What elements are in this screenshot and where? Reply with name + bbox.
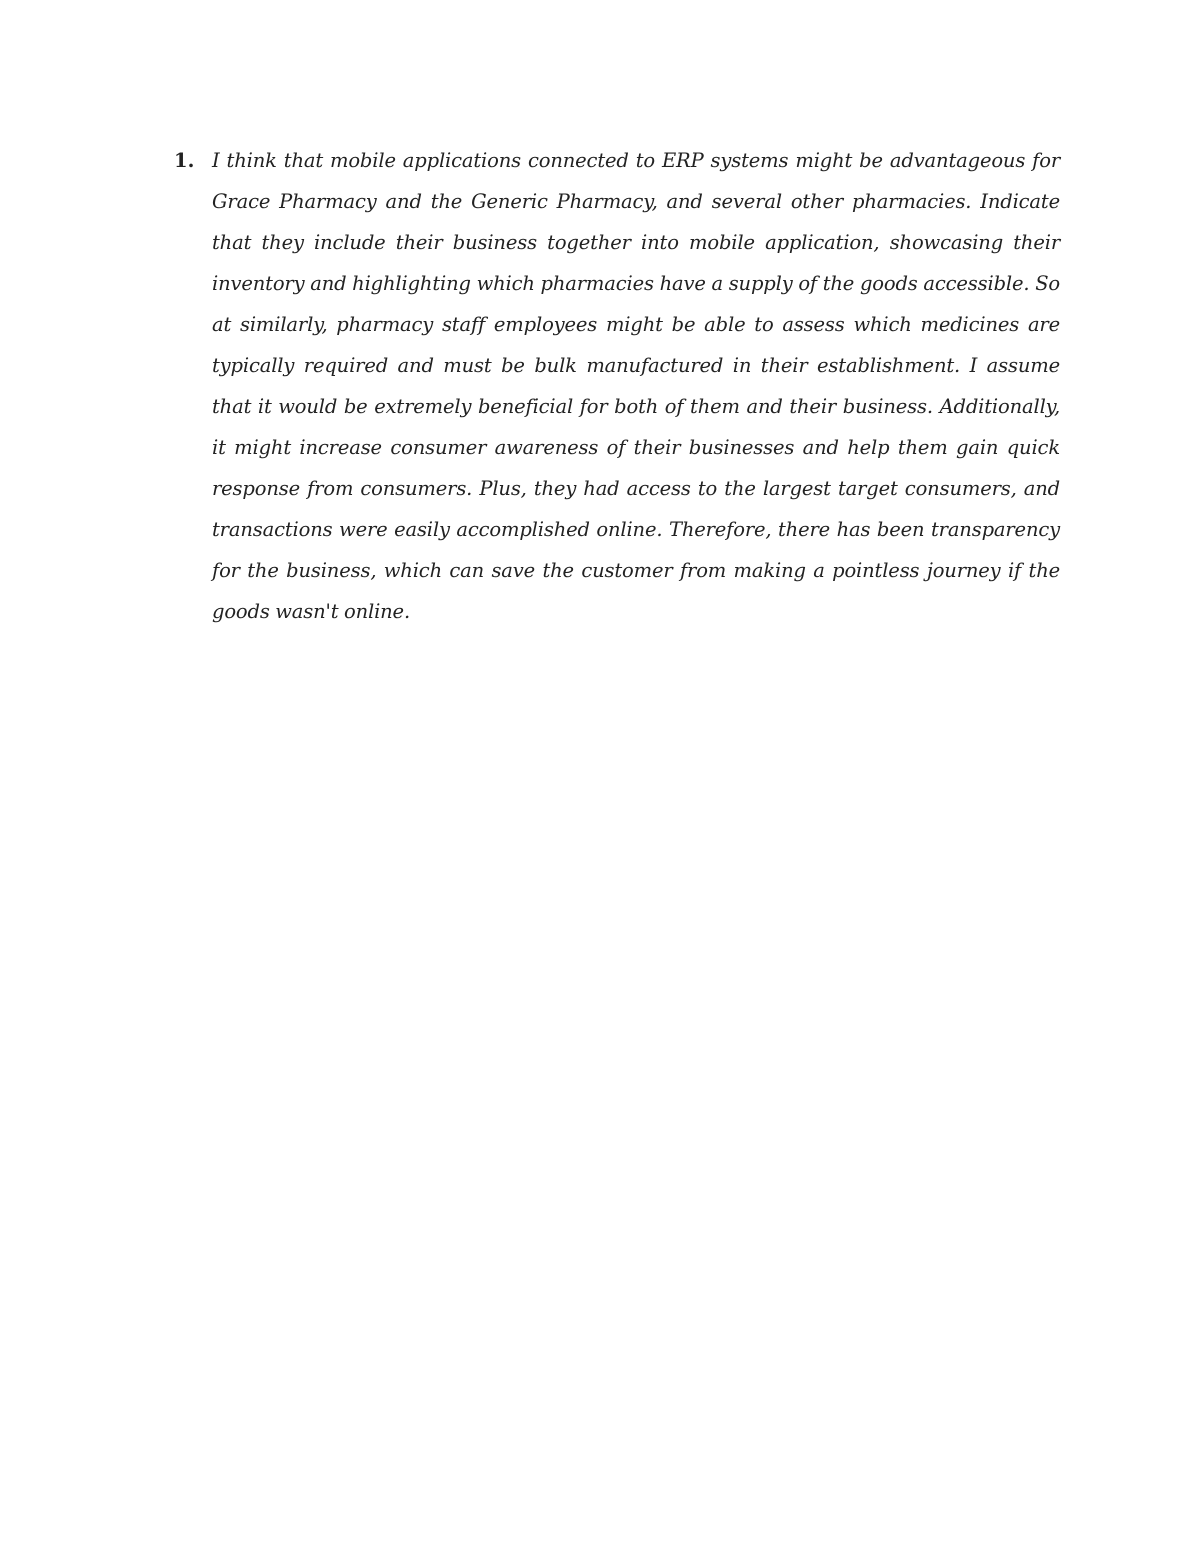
list-item-paragraph: I think that mobile applications connected to ERP systems might be advantageous for Grace Pharmacy and the Generic Pharmacy, and several other pharmacies. Indicate that they include their business together into mobile application, showcasing their inventory and highlighting which pharmacies have a supply of the goods accessible. So at similarly, pharmacy staff employees might be able to assess which medicines are typically required and must be bulk manufactured in their establishment. I assume that it would be extremely beneficial for both of them and their business. Additionally, it might increase consumer awareness of their businesses and help them gain quick response from consumers. Plus, they had access to the largest target consumers, and transactions were easily accomplished online. Therefore, there has been transparency for the business, which can save the customer from making a pointless journey if the goods wasn't online. [212, 149, 1060, 623]
list-item-number: 1. [174, 149, 195, 172]
numbered-list-item [174, 140, 1060, 632]
